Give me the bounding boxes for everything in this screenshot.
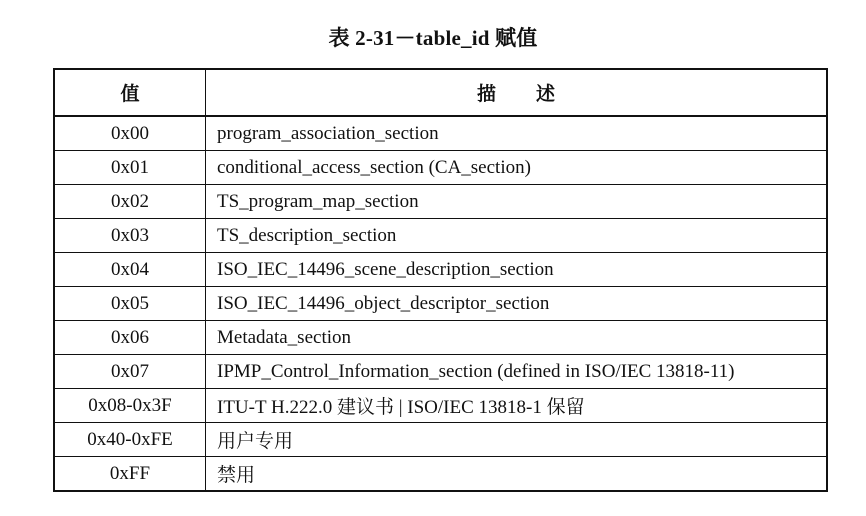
- value-cell: 0x01: [54, 151, 206, 185]
- value-cell: 0xFF: [54, 457, 206, 492]
- description-cell: IPMP_Control_Information_section (defined in ISO/IEC 13818-11): [206, 355, 828, 389]
- description-cell: TS_program_map_section: [206, 185, 828, 219]
- table-caption: 表 2-31－table_id 赋值: [328, 26, 538, 50]
- table-row: [54, 185, 827, 219]
- table-row: [54, 355, 827, 389]
- description-cell: 用户专用: [206, 423, 828, 457]
- value-cell: 0x06: [54, 321, 206, 355]
- value-cell: 0x05: [54, 287, 206, 321]
- value-cell: 0x40-0xFE: [54, 423, 206, 457]
- value-cell: 0x04: [54, 253, 206, 287]
- table-row: [54, 219, 827, 253]
- description-cell: ISO_IEC_14496_scene_description_section: [206, 253, 828, 287]
- header-row: [54, 69, 827, 116]
- value-cell: 0x07: [54, 355, 206, 389]
- table-row: [54, 457, 827, 492]
- description-cell: Metadata_section: [206, 321, 828, 355]
- value-cell: 0x00: [54, 116, 206, 151]
- table-row: [54, 321, 827, 355]
- description-cell: 禁用: [206, 457, 828, 492]
- table-row: [54, 253, 827, 287]
- value-cell: 0x08-0x3F: [54, 389, 206, 423]
- description-cell: TS_description_section: [206, 219, 828, 253]
- table-row: [54, 151, 827, 185]
- header-description-part2: 述: [536, 84, 556, 105]
- table-id-assignment-table: [53, 68, 828, 492]
- table-row: [54, 287, 827, 321]
- description-cell: ITU-T H.222.0 建议书 | ISO/IEC 13818-1 保留: [206, 389, 828, 423]
- value-cell: 0x03: [54, 219, 206, 253]
- table-row: [54, 423, 827, 457]
- value-cell: 0x02: [54, 185, 206, 219]
- table-row: [54, 116, 827, 151]
- description-cell: ISO_IEC_14496_object_descriptor_section: [206, 287, 828, 321]
- header-description: [206, 69, 828, 116]
- description-cell: program_association_section: [206, 116, 828, 151]
- table-row: [54, 389, 827, 423]
- description-cell: conditional_access_section (CA_section): [206, 151, 828, 185]
- header-description-part1: 描: [476, 84, 496, 105]
- header-value: 值: [54, 69, 206, 116]
